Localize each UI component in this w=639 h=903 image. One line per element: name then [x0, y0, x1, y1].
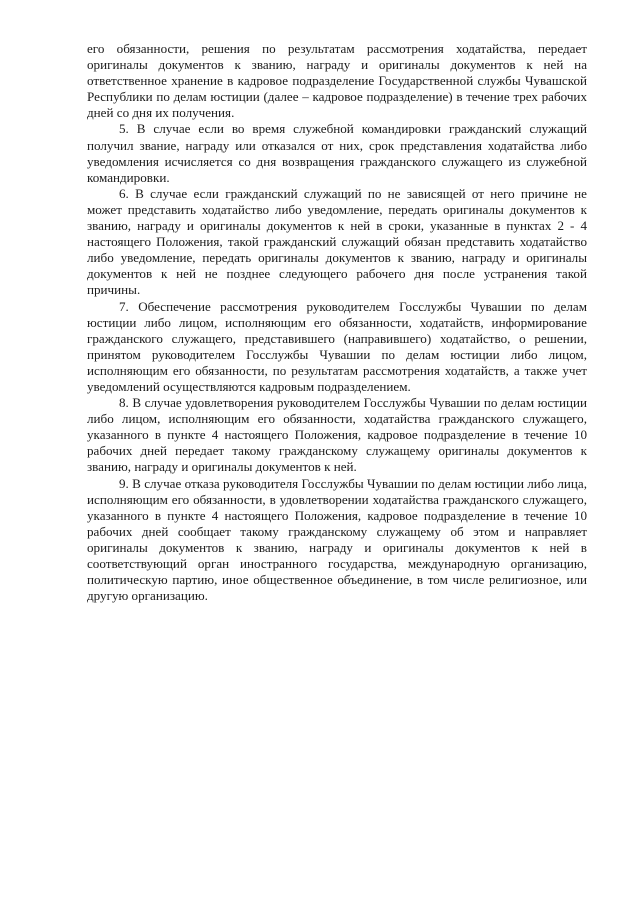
document-body — [87, 41, 587, 604]
paragraph-6: 6. В случае если гражданский служащий по не зависящей от него причине не может представить ходатайство либо уведомление, передать оригиналы документов к званию, награду и оригиналы документов к ней в сроки, указанные в пунктах 2 - 4 настоящего Положения, такой гражданский служащий обязан представить ходатайство либо уведомление, передать оригиналы документов к званию, награду и оригиналы документов к ней не позднее следующего рабочего дня после устранения такой причины. — [87, 185, 587, 298]
paragraph-continuation: его обязанности, решения по результатам рассмотрения ходатайства, передает оригиналы документов к званию, награду и оригиналы документов к ней на ответственное хранение в кадровое подразделение Государственной службы Чувашской Республики по делам юстиции (далее – кадровое подразделение) в течение трех рабочих дней со дня их получения. — [87, 41, 587, 121]
paragraph-8: 8. В случае удовлетворения руководителем Госслужбы Чувашии по делам юстиции либо лицом, исполняющим его обязанности, ходатайства гражданского служащего, указанного в пункте 4 настоящего Положения, кадровое подразделение в течение 10 рабочих дней передает такому гражданскому служащему оригиналы документов к званию, награду и оригиналы документов к ней. — [87, 395, 587, 475]
paragraph-7: 7. Обеспечение рассмотрения руководителем Госслужбы Чувашии по делам юстиции либо лицом, исполняющим его обязанности, ходатайств, информирование гражданского служащего, представившего (направившего) ходатайство, о решении, принятом руководителем Госслужбы Чувашии по делам юстиции либо лицом, исполняющим его обязанности, по результатам рассмотрения ходатайств, а также учет уведомлений осуществляются кадровым подразделением. — [87, 298, 587, 394]
paragraph-9: 9. В случае отказа руководителя Госслужбы Чувашии по делам юстиции либо лица, исполняющим его обязанности, в удовлетворении ходатайства гражданского служащего, указанного в пункте 4 настоящего Положения, кадровое подразделение в течение 10 рабочих дней сообщает такому гражданскому служащему об этом и направляет оригиналы документов к званию, награду и оригиналы документов к ней в соответствующий орган иностранного государства, международную организацию, политическую партию, иное общественное объединение, в том числе религиозное, или другую организацию. — [87, 475, 587, 604]
paragraph-5: 5. В случае если во время служебной командировки гражданский служащий получил звание, награду или отказался от них, срок представления ходатайства либо уведомления исчисляется со дня возвращения гражданского служащего из служебной командировки. — [87, 121, 587, 185]
